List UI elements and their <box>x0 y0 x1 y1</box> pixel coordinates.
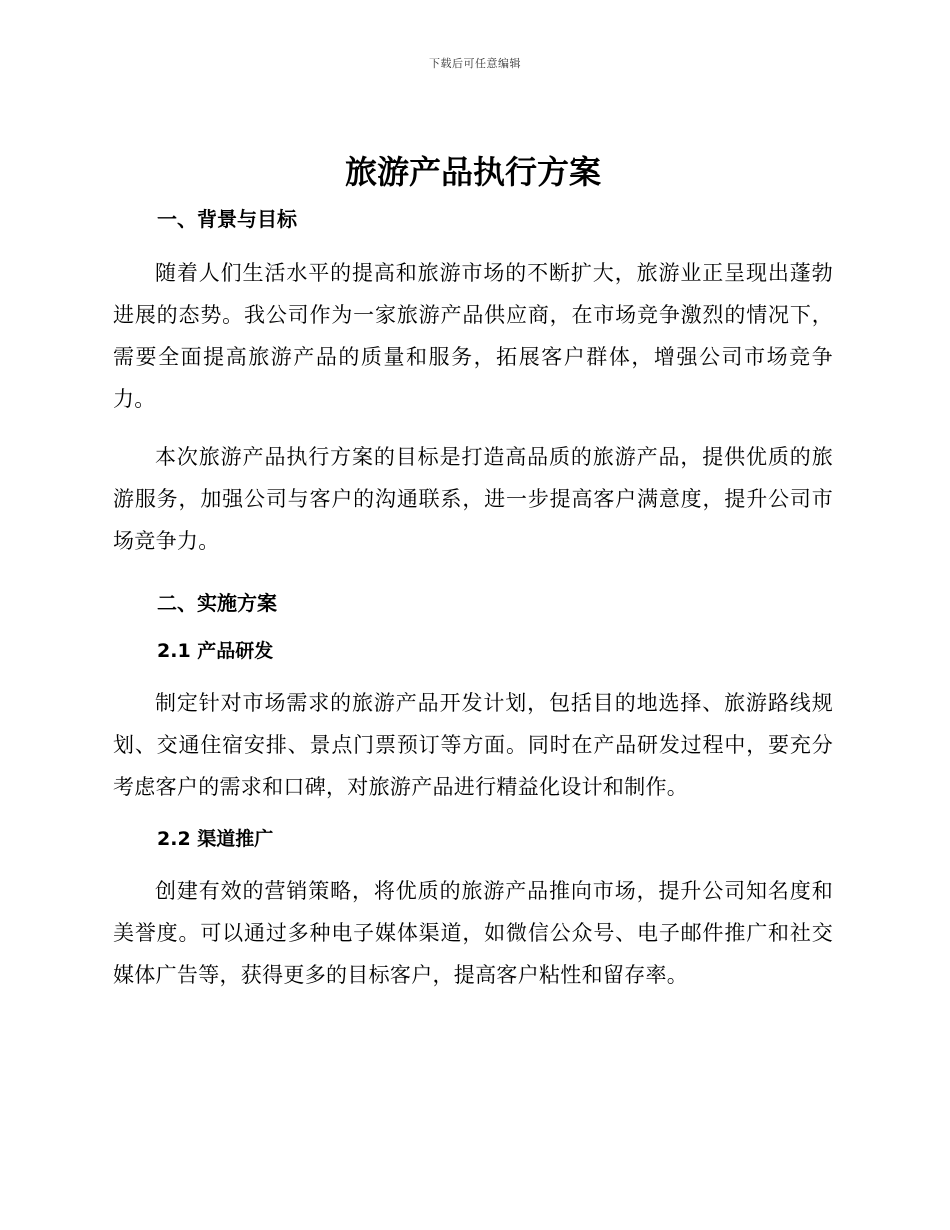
paragraph: 制定针对市场需求的旅游产品开发计划，包括目的地选择、旅游路线规划、交通住宿安排、景点门票预订等方面。同时在产品研发过程中，要充分考虑客户的需求和口碑，对旅游产品进行精益化设计和制作。 <box>113 691 833 799</box>
subsection-channel-promotion <box>113 824 833 996</box>
paragraph: 创建有效的营销策略，将优质的旅游产品推向市场，提升公司知名度和美誉度。可以通过多种电子媒体渠道，如微信公众号、电子邮件推广和社交媒体广告等，获得更多的目标客户，提高客户粘性和留存率。 <box>113 879 833 987</box>
paragraph: 随着人们生活水平的提高和旅游市场的不断扩大，旅游业正呈现出蓬勃进展的态势。我公司作为一家旅游产品供应商，在市场竞争激烈的情况下，需要全面提高旅游产品的质量和服务，拓展客户群体，增强公司市场竞争力。 <box>113 261 833 411</box>
paragraph: 本次旅游产品执行方案的目标是打造高品质的旅游产品，提供优质的旅游服务，加强公司与客户的沟通联系，进一步提高客户满意度，提升公司市场竞争力。 <box>113 445 833 553</box>
subsection-product-development <box>113 636 833 808</box>
subsection-heading: 2.2 渠道推广 <box>157 828 274 850</box>
document-title: 旅游产品执行方案 <box>344 153 601 191</box>
section-heading: 二、实施方案 <box>157 591 277 615</box>
section-heading: 一、背景与目标 <box>157 207 297 231</box>
header-note: 下载后可任意编辑 <box>429 57 521 70</box>
section-implementation <box>113 588 833 996</box>
section-background-goals <box>113 204 833 562</box>
subsection-heading: 2.1 产品研发 <box>157 640 274 662</box>
document-body <box>113 146 833 1012</box>
